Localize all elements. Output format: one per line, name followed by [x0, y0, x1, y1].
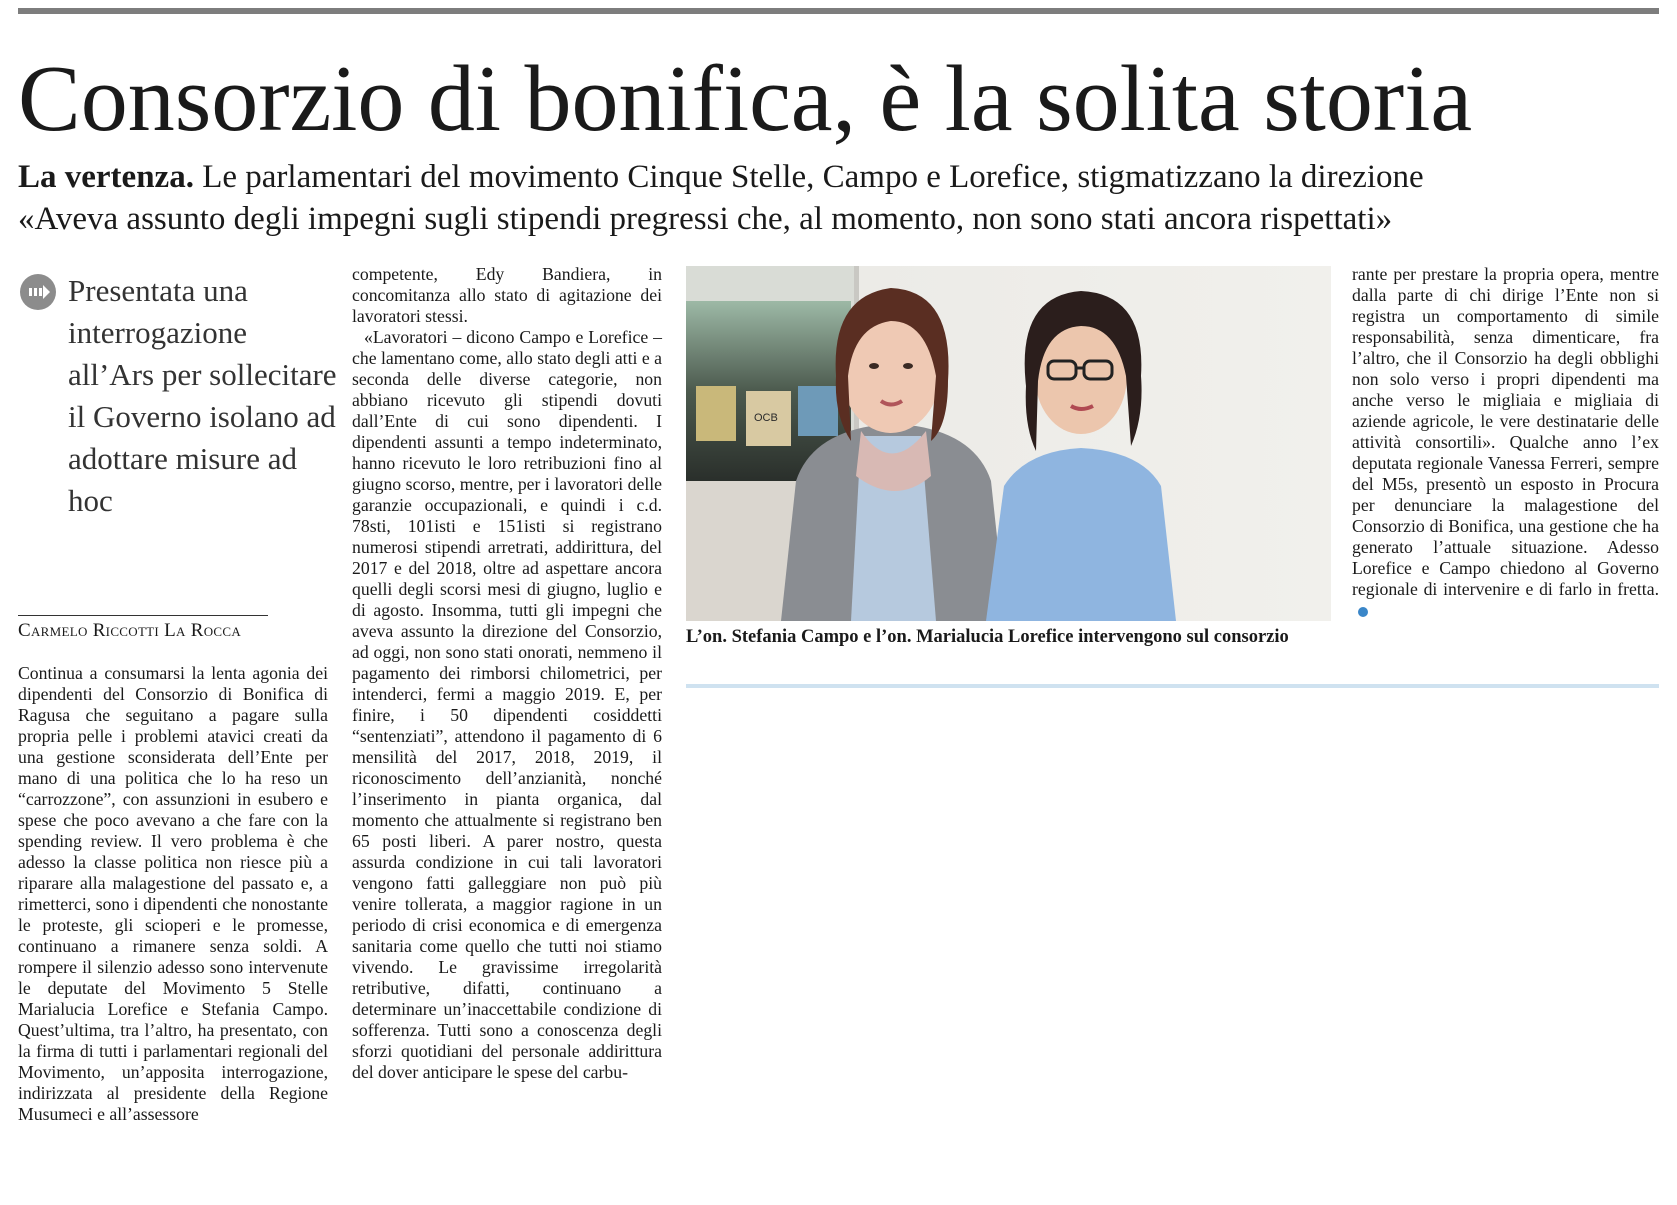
kicker: La vertenza.: [18, 159, 194, 195]
photo-bottom-rule: [686, 684, 1659, 688]
column-2-paragraph-1: competente, Edy Bandiera, in concomitanza allo stato di agitazione dei lavoratori stessi.: [352, 264, 662, 326]
subhead-line-2: «Aveva assunto degli impegni sugli stipendi pregressi che, al momento, non sono stati ancora rispettati»: [18, 201, 1393, 237]
arrow-right-icon: [20, 274, 56, 310]
article-photo: [686, 266, 1331, 621]
column-4-text: rante per prestare la propria opera, mentre dalla parte di chi dirige l’Ente non si registra un comportamento di simile responsabilità, senza dimenticare, fra l’altro, che il Consorzio ha degli obblighi non solo verso i propri dipendenti ma anche verso le migliaia e migliaia di aziende agricole, le vere destinatarie delle attività consortili». Qualche anno l’ex deputata regionale Vanessa Ferreri, sempre del M5s, presentò un esposto in Procura per denunciare la malagestione del Consorzio di Bonifica, una gestione che ha generato l’attuale situazione. Adesso Lorefice e Campo chiedono al Governo regionale di intervenire e di farlo in fretta.: [1352, 264, 1659, 599]
summary-text: Presentata una interrogazione all’Ars per sollecitare il Governo isolano ad adottare misure ad hoc: [68, 273, 337, 518]
photo-sign-text: OCB: [754, 412, 778, 424]
column-1: [18, 663, 328, 1125]
column-1-text: Continua a consumarsi la lenta agonia dei dipendenti del Consorzio di Bonifica di Ragusa che seguitano a pagare sulla propria pelle i problemi atavici creati da una gestione sconsiderata dell’Ente per mano di una politica che lo ha reso un “carrozzone”, con assunzioni in esubero e spese che poco avevano a che fare con la spending review. Il vero problema è che adesso la classe politica non riesce più a riparare alla malagestione del passato e, a rimetterci, sono i dipendenti che nonostante le proteste, gli scioperi e le promesse, continuano a rimanere senza soldi. A rompere il silenzio adesso sono intervenute le deputate del Movimento 5 Stelle Marialucia Lorefice e Stefania Campo. Quest’ultima, tra l’altro, ha presentato, con la firma di tutti i parlamentari regionali del Movimento, un’apposita interrogazione, indirizzata al presidente della Regione Musumeci e all’assessore: [18, 663, 328, 1124]
headline: Consorzio di bonifica, è la solita storia: [18, 47, 1473, 151]
byline: Carmelo Riccotti La Rocca: [18, 620, 242, 641]
subhead-line-1: [18, 156, 1659, 198]
top-rule: [18, 8, 1659, 14]
subhead-line-1-text: Le parlamentari del movimento Cinque Stelle, Campo e Lorefice, stigmatizzano la direzione: [193, 159, 1424, 195]
end-dot-icon: [1358, 607, 1368, 617]
photo-caption: L’on. Stefania Campo e l’on. Marialucia Lorefice intervengono sul consorzio: [686, 627, 1289, 647]
column-2-paragraph-2: «Lavoratori – dicono Campo e Lorefice – che lamentano come, allo stato degli atti e a seconda delle diverse categorie, non abbiano ricevuto gli stipendi dovuti dall’Ente di cui sono dipendenti. I dipendenti assunti a tempo indeterminato, hanno ricevuto le loro retribuzioni fino al giugno scorso, mentre, per i lavoratori delle garanzie occupazionali, e quindi i c.d. 78sti, 101isti e 151isti si registrano numerosi stipendi arretrati, addirittura, del 2017 e del 2018, oltre ad aspettare ancora quelli degli scorsi mesi di giugno, luglio e di agosto. Insomma, tutti gli impegni che aveva assunto la direzione del Consorzio, ad oggi, non sono stati onorati, nemmeno il pagamento dei rimborsi chilometrici, per intenderci, fermi a maggio 2019. E, per finire, i 50 dipendenti cosiddetti “sentenziati”, attendono il pagamento di 6 mensilità del 2017, 2018, 2019, il riconoscimento dell’anzianità, nonché l’inserimento in pianta organica, dal momento che attualmente si registrano ben 65 posti liberi. A parer nostro, questa assurda condizione in cui tali lavoratori vengono fatti galleggiare non può più venire tollerata, a maggior ragione in un periodo di crisi economica e di emergenza sanitaria come quello che tutti noi stiamo vivendo. Le gravissime irregolarità retributive, difatti, continuano a determinare un’inaccettabile condizione di sofferenza. Tutti sono a conoscenza degli sforzi quotidiani del personale addirittura del dover anticipare le spese del carbu-: [352, 327, 662, 1082]
column-2: [352, 264, 662, 1083]
byline-rule: [18, 615, 268, 616]
subhead: [18, 156, 1659, 240]
column-4: [1352, 264, 1659, 621]
